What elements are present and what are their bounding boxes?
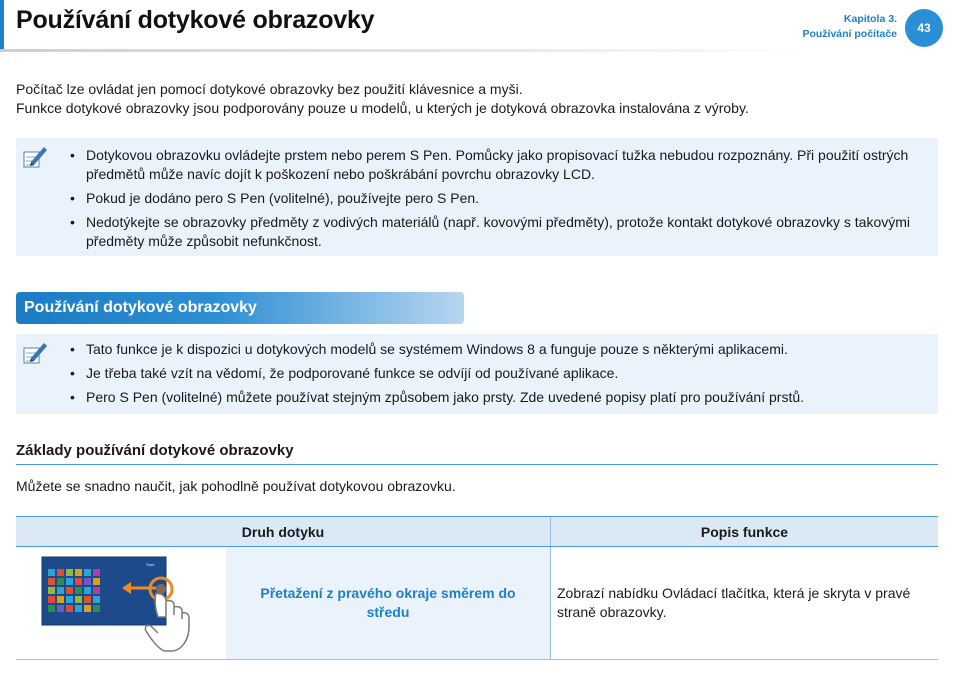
note-list [70, 146, 912, 256]
note-list [70, 340, 930, 412]
note-item: • Pokud je dodáno pero S Pen (volitelné), používejte pero S Pen. [70, 189, 912, 208]
subsection-heading: Základy používání dotykové obrazovky [16, 442, 294, 459]
basics-text: Můžete se snadno naučit, jak pohodlně používat dotykovou obrazovku. [16, 478, 456, 494]
svg-text:Start: Start [146, 562, 155, 567]
intro-line-2: Funkce dotykové obrazovky jsou podporovány pouze u modelů, u kterých je dotyková obrazovka instalována z výroby. [16, 100, 749, 116]
column-header-gesture: Druh dotyku [16, 517, 551, 547]
chapter-number: Kapitola 3. [843, 13, 897, 25]
page-title: Používání dotykové obrazovky [16, 6, 375, 34]
note-pen-icon [22, 340, 48, 366]
chapter-label [802, 12, 897, 42]
chapter-title: Používání počítače [802, 28, 897, 40]
column-header-description: Popis funkce [551, 517, 939, 547]
section-header [16, 292, 464, 324]
gesture-description: Zobrazí nabídku Ovládací tlačítka, která je skryta v pravé straně obrazovky. [551, 547, 939, 660]
title-divider [0, 49, 820, 52]
table-header-row [16, 517, 938, 547]
gesture-name: Přetažení z pravého okraje směrem do středu [226, 547, 551, 660]
intro-line-1: Počítač lze ovládat jen pomocí dotykové obrazovky bez použití klávesnice a myši. [16, 81, 523, 97]
section-title: Používání dotykové obrazovky [24, 299, 257, 316]
note-item: • Tato funkce je k dispozici u dotykových modelů se systémem Windows 8 a funguje pouze s některými aplikacemi. [70, 340, 930, 359]
page-number-badge: 43 [905, 9, 943, 47]
note-item: • Je třeba také vzít na vědomí, že podporované funkce se odvíjí od používané aplikace. [70, 364, 930, 383]
subsection-divider [16, 464, 938, 465]
note-item: • Nedotýkejte se obrazovky předměty z vodivých materiálů (např. kovovými předměty), protože kontakt dotykové obrazovky s takovými předměty může způsobit nefunkčnost. [70, 213, 912, 251]
table-row [16, 547, 938, 660]
swipe-from-right-edge-illustration [16, 547, 226, 656]
note-item: • Pero S Pen (volitelné) můžete používat stejným způsobem jako prsty. Zde uvedené popisy platí pro používání prstů. [70, 388, 930, 407]
note-box [16, 138, 938, 256]
note-box [16, 334, 938, 414]
note-item: • Dotykovou obrazovku ovládejte prstem nebo perem S Pen. Pomůcky jako propisovací tužka nebudou rozpoznány. Při použití ostrých předmětů může navíc dojít k poškození nebo poškrábání povrchu obrazovky LCD. [70, 146, 912, 184]
gesture-table [16, 516, 938, 660]
gesture-illustration-cell [16, 547, 226, 660]
note-pen-icon [22, 144, 48, 170]
header-accent-bar [0, 0, 4, 52]
